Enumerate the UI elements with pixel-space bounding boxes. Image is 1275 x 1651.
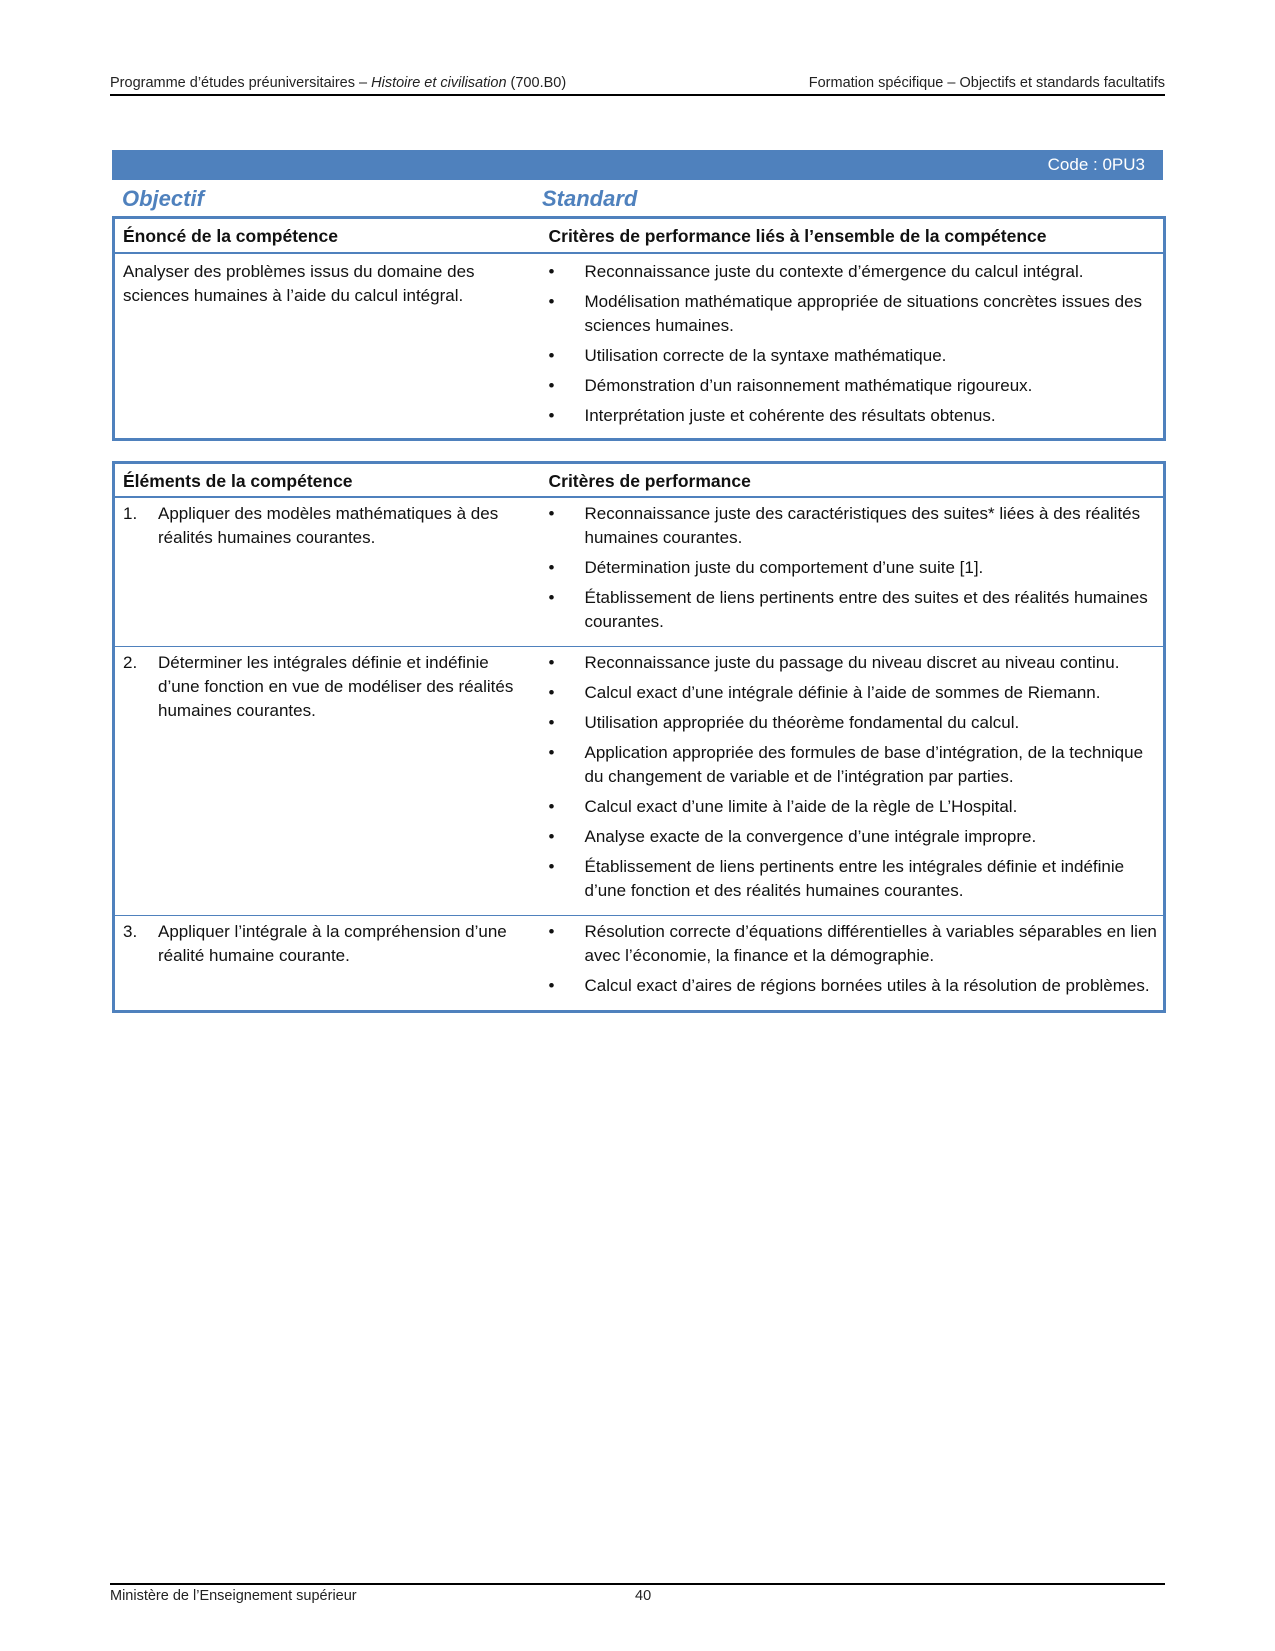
element-criteria-cell — [541, 916, 1165, 1012]
criterion-item: • Établissement de liens pertinents entre les intégrales définie et indéfinie d’une fonction et des réalités humaines courantes. — [549, 855, 1158, 903]
element-label: Déterminer les intégrales définie et indéfinie d’une fonction en vue de modéliser des réalités humaines courantes. — [158, 653, 514, 720]
element-row — [114, 647, 1165, 916]
criterion-item: • Détermination juste du comportement d’une suite [1]. — [549, 556, 1158, 580]
criterion-item: • Calcul exact d’une intégrale définie à l’aide de sommes de Riemann. — [549, 681, 1158, 705]
elements-header-row — [114, 463, 1165, 498]
element-label: Appliquer des modèles mathématiques à des réalités humaines courantes. — [158, 504, 499, 547]
standard-title: Standard — [542, 186, 638, 211]
criterion-item: • Établissement de liens pertinents entre des suites et des réalités humaines courantes. — [549, 586, 1158, 634]
criterion-item: • Modélisation mathématique appropriée de situations concrètes issues des sciences humaines. — [549, 290, 1158, 338]
competence-code: Code : 0PU3 — [1047, 155, 1145, 174]
objective-title: Objectif — [122, 186, 204, 211]
competence-body-row — [114, 253, 1165, 440]
element-cell — [114, 497, 541, 647]
criterion-item: • Reconnaissance juste du passage du niveau discret au niveau continu. — [549, 651, 1158, 675]
element-criteria-list — [549, 920, 1158, 998]
global-criteria-cell — [541, 253, 1165, 440]
element-criteria-list — [549, 502, 1158, 634]
header-section: Formation spécifique – Objectifs et standards facultatifs — [808, 75, 1165, 91]
global-criteria-header: Critères de performance liés à l’ensemble de la compétence — [541, 218, 1165, 254]
section-titles — [122, 186, 1162, 212]
header-program-italic: Histoire et civilisation — [371, 75, 507, 91]
header-program-prefix: Programme d’études préuniversitaires – — [110, 75, 372, 91]
competence-statement-header: Énoncé de la compétence — [114, 218, 541, 254]
criterion-item: • Utilisation appropriée du théorème fondamental du calcul. — [549, 711, 1158, 735]
competence-header-row — [114, 218, 1165, 254]
competence-table — [112, 216, 1166, 441]
element-number: 1. — [123, 504, 138, 523]
element-criteria-list — [549, 651, 1158, 903]
criterion-item: • Reconnaissance juste des caractéristiques des suites* liées à des réalités humaines courantes. — [549, 502, 1158, 550]
criterion-item: • Résolution correcte d’équations différentielles à variables séparables en lien avec l’économie, la finance et la démographie. — [549, 920, 1158, 968]
element-number: 3. — [123, 922, 138, 941]
criterion-item: • Démonstration d’un raisonnement mathématique rigoureux. — [549, 374, 1158, 398]
code-bar — [112, 150, 1163, 180]
page-header — [110, 75, 1165, 96]
element-row — [114, 916, 1165, 1012]
element-cell — [114, 916, 541, 1012]
footer-ministry: Ministère de l’Enseignement supérieur — [110, 1588, 357, 1604]
criterion-item: • Interprétation juste et cohérente des résultats obtenus. — [549, 404, 1158, 428]
element-cell — [114, 647, 541, 916]
criterion-item: • Utilisation correcte de la syntaxe mathématique. — [549, 344, 1158, 368]
elements-header: Éléments de la compétence — [114, 463, 541, 498]
criterion-item: • Calcul exact d’aires de régions bornées utiles à la résolution de problèmes. — [549, 974, 1158, 998]
element-criteria-cell — [541, 647, 1165, 916]
element-number: 2. — [123, 653, 138, 672]
criterion-item: • Analyse exacte de la convergence d’une intégrale impropre. — [549, 825, 1158, 849]
elements-table — [112, 461, 1166, 1013]
element-text — [123, 651, 535, 723]
criterion-item: • Reconnaissance juste du contexte d’émergence du calcul intégral. — [549, 260, 1158, 284]
element-row — [114, 497, 1165, 647]
criterion-item: • Application appropriée des formules de base d’intégration, de la technique du changement de variable et de l’intégration par parties. — [549, 741, 1158, 789]
competence-statement: Analyser des problèmes issus du domaine des sciences humaines à l’aide du calcul intégral. — [123, 262, 475, 305]
page-footer — [110, 1583, 1165, 1604]
criterion-item: • Calcul exact d’une limite à l’aide de la règle de L’Hospital. — [549, 795, 1158, 819]
element-text — [123, 920, 535, 968]
page-number: 40 — [635, 1588, 652, 1604]
element-text — [123, 502, 535, 550]
header-program-suffix: (700.B0) — [506, 75, 567, 91]
element-label: Appliquer l’intégrale à la compréhension d’une réalité humaine courante. — [158, 922, 507, 965]
global-criteria-list — [549, 260, 1158, 428]
header-program — [110, 75, 566, 91]
element-criteria-cell — [541, 497, 1165, 647]
performance-criteria-header: Critères de performance — [541, 463, 1165, 498]
